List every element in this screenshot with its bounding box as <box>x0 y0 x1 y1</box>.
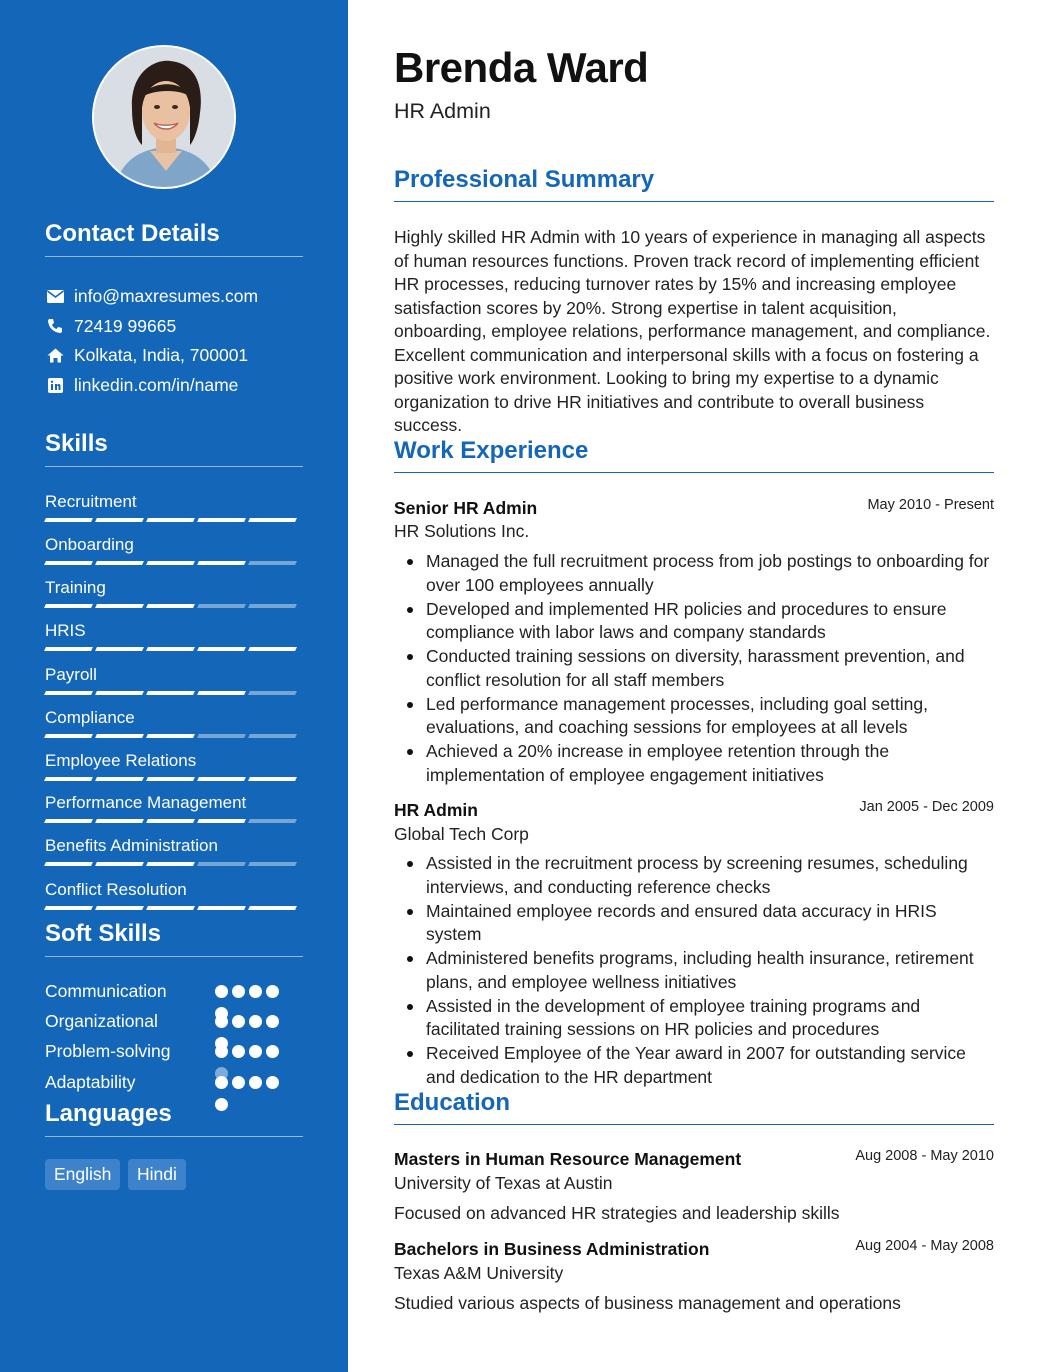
skill-level-segment <box>248 862 297 866</box>
skill-name: Performance Management <box>45 793 247 812</box>
rating-dot <box>266 1045 279 1058</box>
skill-item <box>45 664 303 704</box>
skill-level-segment <box>44 819 93 823</box>
soft-skill-name: Adaptability <box>45 1072 136 1092</box>
skill-level-segment <box>197 734 246 738</box>
skill-level-segment <box>248 647 297 651</box>
home-icon <box>45 346 65 364</box>
skill-level-segment <box>44 604 93 608</box>
rating-dot <box>215 1015 228 1028</box>
skill-level-segment <box>95 734 144 738</box>
candidate-role: HR Admin <box>394 99 491 123</box>
rating-dot <box>215 1076 228 1089</box>
degree-title: Masters in Human Resource Management <box>394 1149 742 1169</box>
soft-skill-name: Organizational <box>45 1011 158 1031</box>
soft-skill-item <box>45 1041 285 1063</box>
school-name: Texas A&M University <box>394 1263 564 1283</box>
rating-dot <box>232 1076 245 1089</box>
skill-level-segment <box>44 862 93 866</box>
skill-item <box>45 491 303 531</box>
skill-level-segment <box>197 647 246 651</box>
skill-item <box>45 879 303 919</box>
envelope-icon <box>45 287 65 305</box>
soft-skill-item <box>45 1072 285 1094</box>
job-bullets <box>426 550 994 788</box>
skill-level-segment <box>44 647 93 651</box>
job-bullet: Received Employee of the Year award in 2007 for outstanding service and dedication to the HR department <box>426 1042 994 1089</box>
job-bullet: Achieved a 20% increase in employee retention through the implementation of employee engagement initiatives <box>426 740 994 787</box>
skill-level-segment <box>95 518 144 522</box>
rating-dot <box>232 1045 245 1058</box>
skill-level-segment <box>146 518 195 522</box>
skill-level-segment <box>44 906 93 910</box>
skill-level-segment <box>197 906 246 910</box>
job-bullets <box>426 852 994 1090</box>
skill-level-segment <box>95 862 144 866</box>
job-dates: Jan 2005 - Dec 2009 <box>859 799 994 815</box>
rating-dot <box>249 1076 262 1089</box>
contact-linkedin-text: linkedin.com/in/name <box>74 374 239 395</box>
contact-location-text: Kolkata, India, 700001 <box>74 344 249 365</box>
skill-level-segment <box>197 862 246 866</box>
contact-linkedin[interactable] <box>45 374 238 396</box>
skill-level-bar <box>45 734 296 738</box>
job-bullet: Led performance management processes, including goal setting, evaluations, and coaching sessions for employees at all levels <box>426 693 994 740</box>
skill-level-bar <box>45 647 296 651</box>
job-bullet: Managed the full recruitment process from job postings to onboarding for over 100 employees annually <box>426 550 994 597</box>
job-title: Senior HR Admin <box>394 498 538 518</box>
skill-level-bar <box>45 819 296 823</box>
skill-level-segment <box>248 691 297 695</box>
skill-level-segment <box>197 604 246 608</box>
job-company: HR Solutions Inc. <box>394 521 530 541</box>
skill-name: Payroll <box>45 665 97 684</box>
rating-dot <box>266 985 279 998</box>
skill-level-segment <box>197 518 246 522</box>
skill-level-bar <box>45 691 296 695</box>
rating-dot <box>232 985 245 998</box>
contact-email-text: info@maxresumes.com <box>74 285 259 306</box>
skill-level-segment <box>248 777 297 781</box>
skill-level-bar <box>45 906 296 910</box>
skill-level-segment <box>146 604 195 608</box>
rating-dot <box>232 1015 245 1028</box>
skill-item <box>45 620 303 660</box>
skill-level-segment <box>95 777 144 781</box>
skill-level-segment <box>248 734 297 738</box>
skill-name: Compliance <box>45 708 135 727</box>
skill-level-segment <box>95 906 144 910</box>
skill-name: Employee Relations <box>45 751 197 770</box>
skill-item <box>45 792 303 832</box>
job-company: Global Tech Corp <box>394 824 529 844</box>
skill-name: Conflict Resolution <box>45 880 187 899</box>
rating-dot <box>266 1015 279 1028</box>
education-description: Focused on advanced HR strategies and leadership skills <box>394 1203 840 1223</box>
school-name: University of Texas at Austin <box>394 1173 613 1193</box>
education-heading: Education <box>394 1089 994 1125</box>
candidate-name: Brenda Ward <box>394 44 649 91</box>
skill-level-bar <box>45 604 296 608</box>
skill-name: HRIS <box>45 621 86 640</box>
skill-level-segment <box>95 604 144 608</box>
contact-email[interactable] <box>45 285 258 307</box>
phone-icon <box>45 317 65 335</box>
soft-skill-name: Communication <box>45 981 167 1001</box>
skill-level-segment <box>197 777 246 781</box>
skill-name: Onboarding <box>45 535 134 554</box>
contact-location <box>45 344 248 366</box>
skill-level-segment <box>95 819 144 823</box>
skill-item <box>45 534 303 574</box>
rating-dot <box>215 985 228 998</box>
job-bullet: Conducted training sessions on diversity, harassment prevention, and conflict resolution for all staff members <box>426 645 994 692</box>
skill-level-segment <box>146 561 195 565</box>
skill-level-segment <box>44 691 93 695</box>
rating-dot <box>249 1015 262 1028</box>
skill-level-segment <box>44 518 93 522</box>
skill-level-segment <box>197 561 246 565</box>
skill-level-segment <box>248 819 297 823</box>
skill-level-segment <box>248 604 297 608</box>
skill-level-segment <box>146 691 195 695</box>
soft-skill-rating <box>215 1076 279 1089</box>
contact-phone[interactable] <box>45 315 176 337</box>
job-bullet: Maintained employee records and ensured data accuracy in HRIS system <box>426 900 994 947</box>
skill-item <box>45 577 303 617</box>
rating-dot <box>215 1045 228 1058</box>
linkedin-icon <box>45 376 65 394</box>
degree-title: Bachelors in Business Administration <box>394 1239 710 1259</box>
skill-level-segment <box>146 819 195 823</box>
skill-level-bar <box>45 518 296 522</box>
skill-level-segment <box>44 734 93 738</box>
soft-skill-item <box>45 981 285 1003</box>
skill-level-segment <box>146 906 195 910</box>
language-chip: Hindi <box>128 1159 186 1190</box>
experience-heading: Work Experience <box>394 437 994 473</box>
soft-skill-rating <box>215 1045 279 1058</box>
job-bullet: Assisted in the development of employee training programs and facilitated training sessions on HR policies and procedures <box>426 995 994 1042</box>
rating-dot <box>249 1045 262 1058</box>
soft-skill-item <box>45 1011 285 1033</box>
skill-level-segment <box>146 862 195 866</box>
contact-phone-text: 72419 99665 <box>74 315 177 336</box>
skill-level-segment <box>248 906 297 910</box>
skill-level-segment <box>95 561 144 565</box>
soft-skill-name: Problem-solving <box>45 1041 171 1061</box>
soft-skill-rating <box>215 1015 279 1028</box>
education-dates: Aug 2008 - May 2010 <box>855 1148 994 1164</box>
skill-level-segment <box>44 777 93 781</box>
skill-level-segment <box>197 819 246 823</box>
contact-heading: Contact Details <box>45 220 303 257</box>
skills-heading: Skills <box>45 430 303 467</box>
profile-photo-illustration <box>94 47 236 189</box>
sidebar <box>0 0 348 1372</box>
rating-dot <box>266 1076 279 1089</box>
soft-skill-rating <box>215 985 279 998</box>
education-description: Studied various aspects of business management and operations <box>394 1293 901 1313</box>
skill-name: Recruitment <box>45 492 137 511</box>
skill-name: Benefits Administration <box>45 836 218 855</box>
skill-level-segment <box>248 518 297 522</box>
skill-level-segment <box>146 647 195 651</box>
summary-heading: Professional Summary <box>394 166 994 202</box>
languages-heading: Languages <box>45 1100 303 1137</box>
skill-level-segment <box>197 691 246 695</box>
education-dates: Aug 2004 - May 2008 <box>855 1238 994 1254</box>
summary-text: Highly skilled HR Admin with 10 years of experience in managing all aspects of human resources functions. Proven track record of implementing efficient HR processes, reducing turnover rates by 15% and increasing employee satisfaction scores by 20%. Strong expertise in talent acquisition, onboarding, employee relations, performance management, and compliance. Excellent communication and interpersonal skills with a focus on fostering a positive work environment. Looking to bring my expertise to a dynamic organization to drive HR initiatives and contribute to overall business success. <box>394 227 991 435</box>
job-bullet: Administered benefits programs, including health insurance, retirement plans, and employee wellness initiatives <box>426 947 994 994</box>
skill-level-segment <box>95 691 144 695</box>
skill-level-segment <box>146 777 195 781</box>
skill-item <box>45 835 303 875</box>
job-bullet: Assisted in the recruitment process by screening resumes, scheduling interviews, and conducting reference checks <box>426 852 994 899</box>
job-title: HR Admin <box>394 800 478 820</box>
skill-level-bar <box>45 561 296 565</box>
skill-level-segment <box>248 561 297 565</box>
job-bullet: Developed and implemented HR policies and procedures to ensure compliance with labor laws and company standards <box>426 598 994 645</box>
skill-level-bar <box>45 777 296 781</box>
soft-skills-heading: Soft Skills <box>45 920 303 957</box>
skill-level-segment <box>44 561 93 565</box>
language-chip: English <box>45 1159 120 1190</box>
skill-level-bar <box>45 862 296 866</box>
rating-dot <box>249 985 262 998</box>
skill-level-segment <box>146 734 195 738</box>
job-dates: May 2010 - Present <box>867 497 994 513</box>
profile-photo <box>92 45 236 189</box>
skill-level-segment <box>95 647 144 651</box>
skill-item <box>45 707 303 747</box>
skill-name: Training <box>45 578 106 597</box>
skill-item <box>45 750 303 790</box>
